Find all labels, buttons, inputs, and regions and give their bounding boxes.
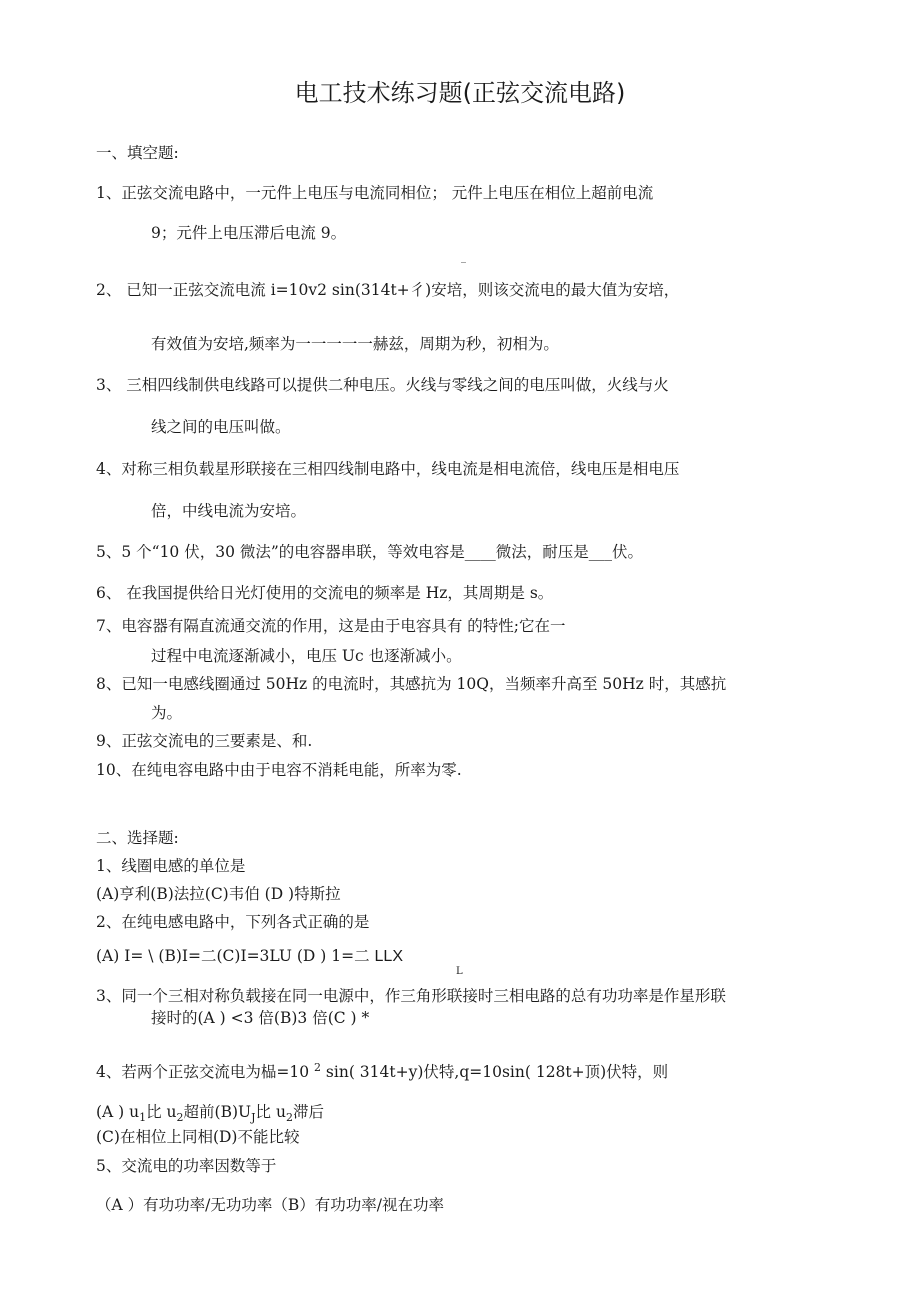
choice-4-sub-4: 2 xyxy=(285,1111,293,1125)
question-7-line-1: 7、电容器有隔直流通交流的作用，这是由于电容具有 的特性;它在一 xyxy=(96,617,566,635)
question-3-line-1: 3、 三相四线制供电线路可以提供二种电压。火线与零线之间的电压叫做，火线与火 xyxy=(96,376,669,394)
question-4-line-1: 4、对称三相负载星形联接在三相四线制电路中，线电流是相电流倍，线电压是相电压 xyxy=(96,460,680,478)
choice-5-stem: 5、交流电的功率因数等于 xyxy=(96,1157,277,1175)
question-8-line-1: 8、已知一电感线圈通过 50Hz 的电流时，其感抗为 10Q，当频率升高至 50Hz 时，其感抗 xyxy=(96,675,727,693)
choice-2-options-text: (A) I= \ (B)I=二(C)I=3LU (D ) 1=二 xyxy=(96,947,370,965)
choice-4-stem-superscript: 2 xyxy=(314,1061,321,1074)
choice-4-option-b-suffix: 滞后 xyxy=(292,1103,324,1121)
choice-1-options: (A)亨利(B)法拉(C)韦伯 (D )特斯拉 xyxy=(96,885,341,903)
stray-mark: _ xyxy=(461,252,466,263)
question-5: 5、5 个“10 伏，30 微法”的电容器串联，等效电容是____微法，耐压是___伏。 xyxy=(96,543,644,561)
question-7-line-2: 过程中电流逐渐减小，电压 Uc 也逐渐减小。 xyxy=(151,647,462,665)
question-1-line-2: 9；元件上电压滞后电流 9。 xyxy=(151,224,347,242)
question-8-line-2: 为。 xyxy=(151,704,183,722)
choice-1-stem: 1、线圈电感的单位是 xyxy=(96,857,246,875)
choice-2-stem: 2、在纯电感电路中，下列各式正确的是 xyxy=(96,913,370,931)
choice-4-sub-2: 2 xyxy=(176,1111,184,1125)
question-4-line-2: 倍，中线电流为安培。 xyxy=(151,502,307,520)
choice-3-line-2: 接时的(A ) <3 倍(B)3 倍(C ) * xyxy=(151,1009,370,1027)
document-title: 电工技术练习题(正弦交流电路) xyxy=(294,79,626,107)
choice-3-line-1: 3、同一个三相对称负载接在同一电源中，作三角形联接时三相电路的总有功功率是作星形联 xyxy=(96,987,726,1005)
choice-4-options-ab xyxy=(96,1102,324,1128)
question-2-line-2: 有效值为安培,频率为一一一一一赫兹，周期为秒，初相为。 xyxy=(151,335,559,353)
question-10: 10、在纯电容电路中由于电容不消耗电能，所率为零. xyxy=(96,761,462,779)
choice-4-stem-part-1: 4、若两个正弦交流电为榀=10 xyxy=(96,1063,314,1082)
question-2-line-1: 2、 已知一正弦交流电流 i=10v2 sin(314t+彳)安培，则该交流电的最大值为安培， xyxy=(96,281,680,299)
question-1-line-1: 1、正弦交流电路中，一元件上电压与电流同相位； 元件上电压在相位上超前电流 xyxy=(96,184,654,202)
choice-4-option-b-prefix: 超前(B)U xyxy=(183,1103,252,1121)
choice-2-subscript-mark: L xyxy=(456,966,463,977)
section-heading-choice: 二、选择题: xyxy=(96,829,179,847)
choice-4-option-b-mid: 比 u xyxy=(255,1103,286,1121)
choice-4-options-cd: (C)在相位上同相(D)不能比较 xyxy=(96,1128,300,1146)
choice-4-option-a-prefix: (A ) u xyxy=(96,1103,140,1121)
choice-4-stem-part-2: sin( 314t+y)伏特,q=10sin( 128t+顶)伏特，则 xyxy=(321,1063,669,1082)
question-9: 9、正弦交流电的三要素是、和. xyxy=(96,732,313,750)
choice-4-option-a-mid: 比 u xyxy=(146,1103,177,1121)
choice-4-stem xyxy=(96,1058,668,1082)
choice-5-options: （A ）有功功率/无功功率（B）有功功率/视在功率 xyxy=(96,1196,444,1214)
question-3-line-2: 线之间的电压叫做。 xyxy=(151,418,291,436)
question-6: 6、 在我国提供给日光灯使用的交流电的频率是 Hz，其周期是 s。 xyxy=(96,584,554,602)
choice-4-sub-1: 1 xyxy=(139,1111,147,1125)
choice-4-sub-3: J xyxy=(251,1111,256,1125)
section-heading-fill-blank: 一、填空题: xyxy=(96,144,179,162)
choice-2-options-formula: LLX xyxy=(374,948,403,965)
choice-2-options xyxy=(96,946,403,967)
